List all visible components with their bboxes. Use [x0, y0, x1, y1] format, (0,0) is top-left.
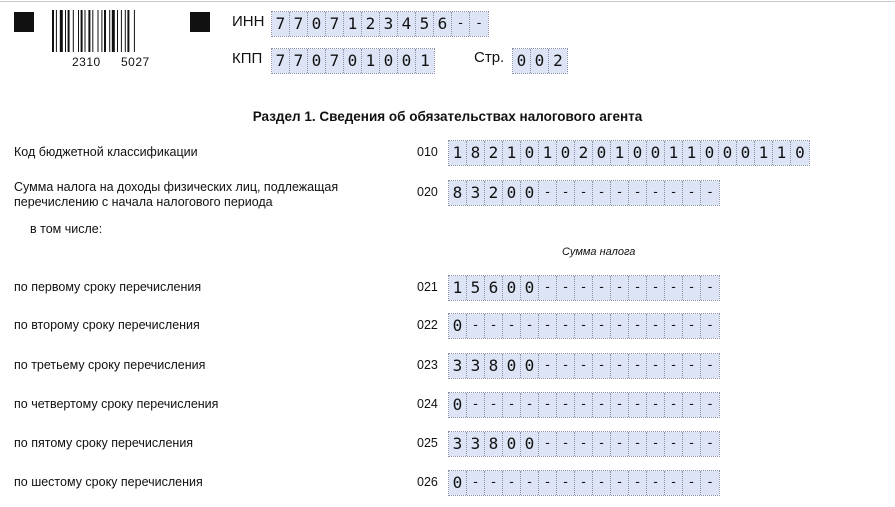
row-code-010: 010: [417, 145, 438, 159]
row-021-cell: 1: [449, 276, 467, 300]
row-020-cell: -: [539, 181, 557, 205]
row-code-021: 021: [417, 280, 438, 294]
row-field-010[interactable]: [449, 141, 809, 165]
row-024-cell: -: [611, 393, 629, 417]
barcode-bar: [52, 10, 54, 52]
row-010-cell: 1: [539, 141, 557, 165]
row-020-cell: -: [706, 185, 714, 200]
barcode-number-left: 2310: [72, 55, 101, 69]
row-026-cell: -: [647, 471, 665, 495]
row-021-cell: -: [575, 276, 593, 300]
barcode-bar: [68, 10, 70, 52]
row-025-cell: -: [611, 432, 629, 456]
inn-cell: 7: [272, 12, 290, 36]
row-022-cell: -: [629, 314, 647, 338]
barcode-bar: [127, 10, 129, 52]
including-label: в том числе:: [30, 222, 103, 236]
row-026-cell: -: [706, 475, 714, 490]
row-field-022[interactable]: [449, 314, 719, 338]
row-010-cell: 1: [611, 141, 629, 165]
page-cell: 0: [513, 49, 531, 73]
row-024-cell: -: [593, 393, 611, 417]
row-label-020: Сумма налога на доходы физических лиц, подлежащая перечислению с начала налогового периода: [14, 180, 339, 209]
row-023-cell: -: [611, 354, 629, 378]
row-023-cell: -: [575, 354, 593, 378]
row-025-cell: -: [539, 432, 557, 456]
row-021-cell: -: [706, 280, 714, 295]
barcode-bar: [60, 10, 63, 52]
barcode-bar: [117, 10, 118, 52]
row-010-cell: 0: [593, 141, 611, 165]
page-number-field[interactable]: [513, 49, 567, 73]
row-010-cell: 0: [557, 141, 575, 165]
barcode-bar: [73, 10, 74, 52]
barcode-bar: [134, 10, 135, 52]
kpp-cell: 1: [362, 49, 380, 73]
row-026-cell: -: [575, 471, 593, 495]
row-010-cell: 2: [485, 141, 503, 165]
row-025-cell: -: [647, 432, 665, 456]
barcode-bar: [81, 10, 83, 52]
row-026-cell: -: [683, 471, 701, 495]
row-010-cell: 2: [575, 141, 593, 165]
row-020-cell: 3: [467, 181, 485, 205]
row-field-023[interactable]: [449, 354, 719, 378]
row-010-cell: 1: [503, 141, 521, 165]
barcode-bar: [101, 10, 102, 52]
barcode-number-right: 5027: [121, 55, 150, 69]
inn-cell: 1: [344, 12, 362, 36]
row-code-020: 020: [417, 185, 438, 199]
row-024-cell: -: [683, 393, 701, 417]
row-026-cell: -: [593, 471, 611, 495]
kpp-cell: 0: [380, 49, 398, 73]
row-025-cell: -: [575, 432, 593, 456]
row-021-cell: -: [593, 276, 611, 300]
barcode-bar: [56, 10, 57, 52]
inn-cell: 4: [398, 12, 416, 36]
row-label-024: по четвертому сроку перечисления: [14, 397, 219, 411]
row-021-cell: -: [611, 276, 629, 300]
row-label-023: по третьему сроку перечисления: [14, 358, 206, 372]
row-020-cell: -: [611, 181, 629, 205]
row-021-cell: -: [683, 276, 701, 300]
row-025-cell: -: [683, 432, 701, 456]
row-021-cell: 6: [485, 276, 503, 300]
row-023-cell: 3: [449, 354, 467, 378]
row-024-cell: -: [629, 393, 647, 417]
row-010-cell: 8: [467, 141, 485, 165]
barcode-bar: [121, 10, 122, 52]
barcode-bar: [104, 10, 106, 52]
row-023-cell: -: [557, 354, 575, 378]
corner-marker-left: [14, 12, 34, 32]
row-022-cell: -: [611, 314, 629, 338]
row-code-026: 026: [417, 475, 438, 489]
row-022-cell: -: [467, 314, 485, 338]
corner-marker-right: [190, 12, 210, 32]
row-field-024[interactable]: [449, 393, 719, 417]
kpp-cell: 7: [290, 49, 308, 73]
kpp-cell: 0: [398, 49, 416, 73]
barcode-bar: [78, 10, 79, 52]
row-010-cell: 0: [795, 143, 805, 162]
row-026-cell: -: [467, 471, 485, 495]
row-024-cell: -: [503, 393, 521, 417]
row-020-cell: -: [665, 181, 683, 205]
row-023-cell: -: [647, 354, 665, 378]
row-022-cell: -: [706, 318, 714, 333]
barcode-bar: [112, 10, 115, 52]
inn-cell: 5: [416, 12, 434, 36]
barcode: [52, 10, 170, 52]
row-022-cell: -: [647, 314, 665, 338]
row-code-025: 025: [417, 436, 438, 450]
row-020-cell: -: [575, 181, 593, 205]
row-010-cell: 0: [629, 141, 647, 165]
row-010-cell: 1: [683, 141, 701, 165]
page-label: Стр.: [474, 49, 505, 66]
row-010-cell: 1: [665, 141, 683, 165]
row-field-021[interactable]: [449, 276, 719, 300]
inn-cell: 6: [434, 12, 452, 36]
row-024-cell: -: [539, 393, 557, 417]
row-025-cell: 0: [521, 432, 539, 456]
page-cell: 0: [531, 49, 549, 73]
row-022-cell: -: [503, 314, 521, 338]
row-010-cell: 0: [701, 141, 719, 165]
row-021-cell: -: [665, 276, 683, 300]
inn-cell: -: [475, 16, 483, 31]
row-024-cell: -: [665, 393, 683, 417]
row-code-022: 022: [417, 318, 438, 332]
row-label-026: по шестому сроку перечисления: [14, 475, 203, 489]
row-code-023: 023: [417, 358, 438, 372]
inn-cell: 7: [326, 12, 344, 36]
row-022-cell: -: [575, 314, 593, 338]
row-010-cell: 0: [521, 141, 539, 165]
row-026-cell: 0: [449, 471, 467, 495]
row-label-022: по второму сроку перечисления: [14, 318, 200, 332]
row-021-cell: 0: [521, 276, 539, 300]
row-025-cell: 0: [503, 432, 521, 456]
barcode-bar: [125, 10, 126, 52]
row-025-cell: -: [593, 432, 611, 456]
barcode-bar: [98, 10, 99, 52]
row-021-cell: 0: [503, 276, 521, 300]
row-024-cell: -: [485, 393, 503, 417]
row-026-cell: -: [557, 471, 575, 495]
kpp-cell: 0: [308, 49, 326, 73]
kpp-label: КПП: [232, 50, 263, 67]
row-022-cell: 0: [449, 314, 467, 338]
row-023-cell: -: [593, 354, 611, 378]
row-026-cell: -: [611, 471, 629, 495]
row-021-cell: -: [647, 276, 665, 300]
row-020-cell: -: [647, 181, 665, 205]
row-field-026[interactable]: [449, 471, 719, 495]
row-025-cell: -: [665, 432, 683, 456]
row-024-cell: -: [521, 393, 539, 417]
inn-cell: 0: [308, 12, 326, 36]
row-020-cell: 0: [521, 181, 539, 205]
row-010-cell: 0: [719, 141, 737, 165]
row-field-020[interactable]: [449, 181, 719, 205]
row-023-cell: 3: [467, 354, 485, 378]
row-023-cell: -: [539, 354, 557, 378]
row-020-cell: 8: [449, 181, 467, 205]
row-010-cell: 0: [647, 141, 665, 165]
row-026-cell: -: [485, 471, 503, 495]
row-020-cell: 0: [503, 181, 521, 205]
inn-cell: -: [452, 12, 470, 36]
row-025-cell: -: [706, 436, 714, 451]
row-020-cell: -: [593, 181, 611, 205]
row-020-cell: -: [683, 181, 701, 205]
kpp-cell: 7: [326, 49, 344, 73]
row-022-cell: -: [683, 314, 701, 338]
row-label-010: Код бюджетной классификации: [14, 145, 198, 159]
barcode-bar: [65, 10, 66, 52]
row-024-cell: -: [706, 397, 714, 412]
row-025-cell: 8: [485, 432, 503, 456]
row-020-cell: -: [557, 181, 575, 205]
row-020-cell: 2: [485, 181, 503, 205]
inn-cell: 3: [380, 12, 398, 36]
kpp-cell: 7: [272, 49, 290, 73]
row-025-cell: 3: [449, 432, 467, 456]
row-023-cell: -: [665, 354, 683, 378]
row-024-cell: -: [575, 393, 593, 417]
row-022-cell: -: [557, 314, 575, 338]
row-021-cell: -: [629, 276, 647, 300]
row-024-cell: 0: [449, 393, 467, 417]
barcode-bar: [85, 10, 86, 52]
row-026-cell: -: [503, 471, 521, 495]
row-010-cell: 0: [737, 141, 755, 165]
row-024-cell: -: [467, 393, 485, 417]
row-010-cell: 1: [773, 141, 791, 165]
row-026-cell: -: [629, 471, 647, 495]
row-label-025: по пятому сроку перечисления: [14, 436, 194, 450]
row-023-cell: -: [706, 358, 714, 373]
row-023-cell: -: [683, 354, 701, 378]
row-023-cell: -: [629, 354, 647, 378]
row-022-cell: -: [485, 314, 503, 338]
row-021-cell: -: [557, 276, 575, 300]
page-edge: [0, 1, 895, 2]
row-022-cell: -: [593, 314, 611, 338]
barcode-bar: [109, 10, 110, 52]
row-021-cell: -: [539, 276, 557, 300]
row-010-cell: 1: [449, 141, 467, 165]
row-024-cell: -: [557, 393, 575, 417]
row-024-cell: -: [647, 393, 665, 417]
row-026-cell: -: [539, 471, 557, 495]
row-020-cell: -: [629, 181, 647, 205]
inn-field[interactable]: [272, 12, 488, 36]
barcode-bar: [92, 10, 93, 52]
row-026-cell: -: [665, 471, 683, 495]
row-label-021: по первому сроку перечисления: [14, 280, 202, 294]
sum-caption: Сумма налога: [562, 246, 636, 258]
barcode-bar: [88, 10, 90, 52]
inn-label: ИНН: [232, 13, 265, 30]
row-023-cell: 0: [503, 354, 521, 378]
inn-cell: 2: [362, 12, 380, 36]
row-026-cell: -: [521, 471, 539, 495]
row-025-cell: 3: [467, 432, 485, 456]
row-field-025[interactable]: [449, 432, 719, 456]
section-title: Раздел 1. Сведения об обязательствах налогового агента: [252, 109, 643, 124]
row-023-cell: 0: [521, 354, 539, 378]
row-021-cell: 5: [467, 276, 485, 300]
row-023-cell: 8: [485, 354, 503, 378]
row-code-024: 024: [417, 397, 438, 411]
row-022-cell: -: [665, 314, 683, 338]
kpp-field[interactable]: [272, 49, 434, 73]
kpp-cell: 0: [344, 49, 362, 73]
row-025-cell: -: [629, 432, 647, 456]
row-022-cell: -: [521, 314, 539, 338]
row-025-cell: -: [557, 432, 575, 456]
kpp-cell: 1: [420, 51, 430, 70]
inn-cell: 7: [290, 12, 308, 36]
page-cell: 2: [553, 51, 563, 70]
row-010-cell: 1: [755, 141, 773, 165]
row-022-cell: -: [539, 314, 557, 338]
